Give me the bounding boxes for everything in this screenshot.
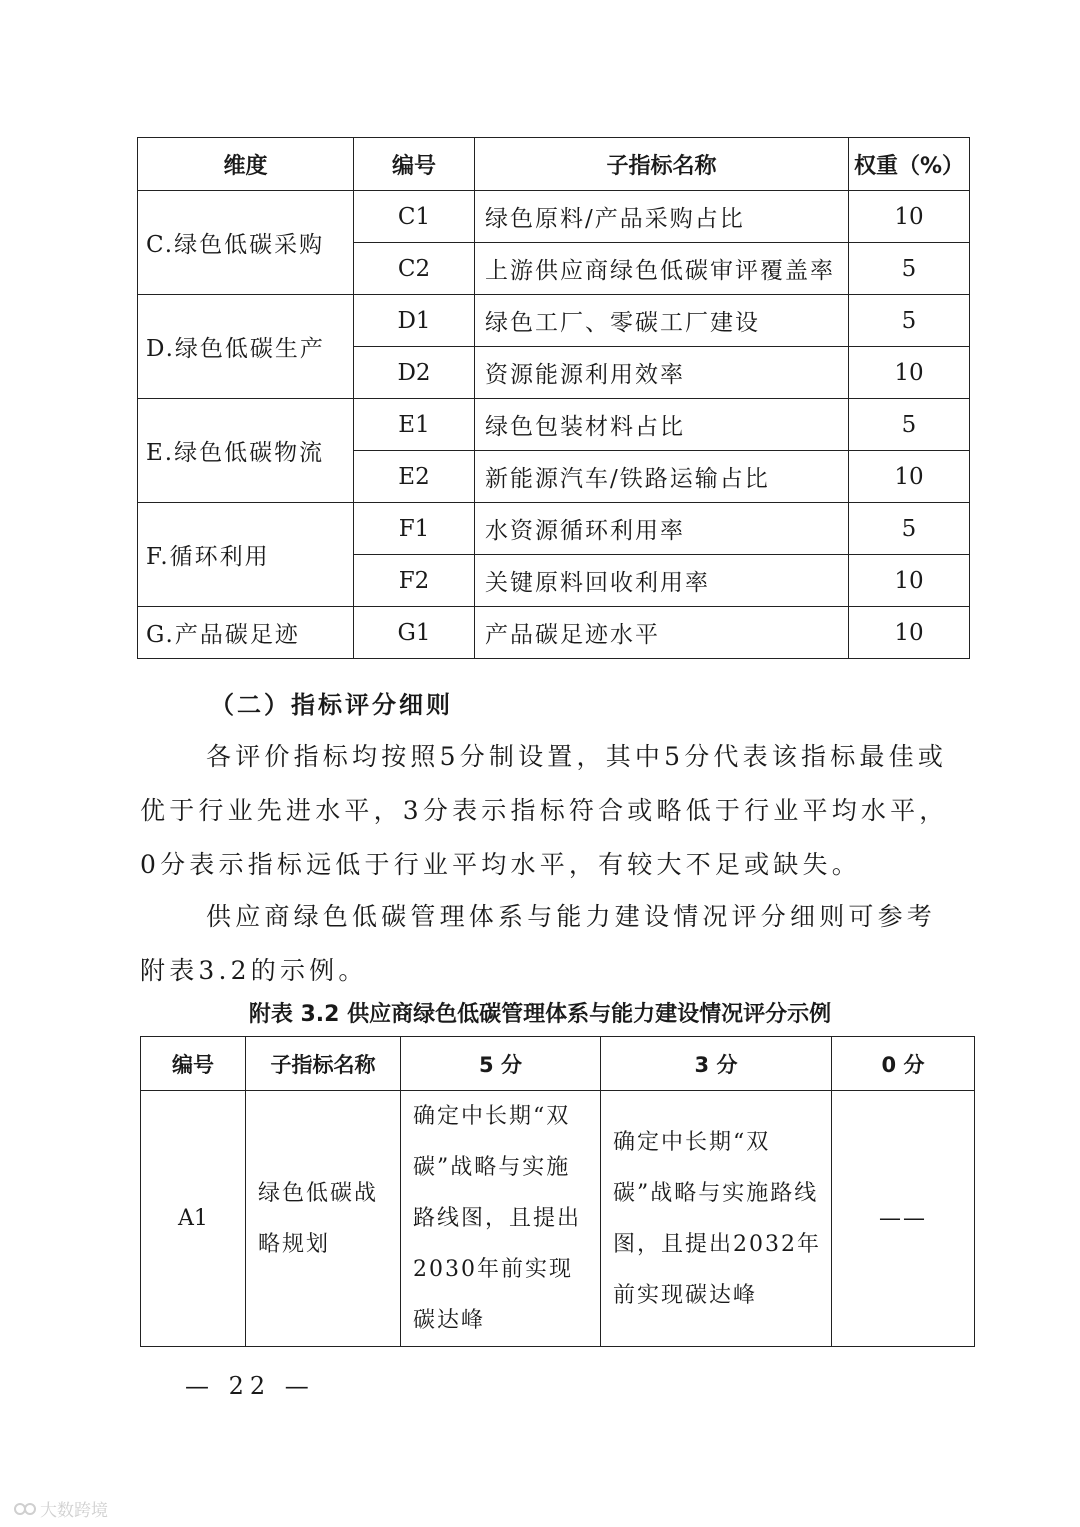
table-row <box>138 607 970 659</box>
header-sub-indicator: 子指标名称 <box>246 1037 401 1091</box>
score-3-cell: 确定中长期“双碳”战略与实施路线图，且提出2032年前实现碳达峰 <box>601 1091 832 1347</box>
code-cell: C1 <box>354 191 475 243</box>
sub-indicator-cell: 绿色低碳战略规划 <box>246 1091 401 1347</box>
weight-cell: 5 <box>849 503 970 555</box>
sub-indicator-cell: 关键原料回收利用率 <box>475 555 849 607</box>
code-cell: D2 <box>354 347 475 399</box>
weight-cell: 10 <box>849 347 970 399</box>
body-paragraph: 供应商绿色低碳管理体系与能力建设情况评分细则可参考附表3.2的示例。 <box>140 902 937 985</box>
dimension-cell: F.循环利用 <box>138 503 354 607</box>
sub-indicator-cell: 上游供应商绿色低碳审评覆盖率 <box>475 243 849 295</box>
code-cell: A1 <box>141 1091 246 1347</box>
dimension-cell: G.产品碳足迹 <box>138 607 354 659</box>
table-caption: 附表 3.2 供应商绿色低碳管理体系与能力建设情况评分示例 <box>248 1002 832 1027</box>
sub-indicator-cell: 绿色包装材料占比 <box>475 399 849 451</box>
table-row <box>138 295 970 347</box>
sub-indicator-cell: 水资源循环利用率 <box>475 503 849 555</box>
dimension-cell: D.绿色低碳生产 <box>138 295 354 399</box>
header-sub-indicator: 子指标名称 <box>475 138 849 191</box>
watermark-text: 大数跨境 <box>40 1501 108 1521</box>
table-row <box>141 1091 975 1347</box>
weight-cell: 10 <box>849 191 970 243</box>
code-cell: G1 <box>354 607 475 659</box>
table-row <box>138 191 970 243</box>
indicator-weight-table <box>137 137 970 659</box>
code-cell: E2 <box>354 451 475 503</box>
scoring-example-table <box>140 1036 975 1347</box>
code-cell: C2 <box>354 243 475 295</box>
weight-cell: 10 <box>849 555 970 607</box>
weight-cell: 5 <box>849 243 970 295</box>
header-score-0: 0 分 <box>832 1037 975 1091</box>
table-header-row <box>138 138 970 191</box>
watermark <box>14 1496 108 1521</box>
header-score-3: 3 分 <box>601 1037 832 1091</box>
header-code: 编号 <box>141 1037 246 1091</box>
header-score-5: 5 分 <box>401 1037 601 1091</box>
sub-indicator-cell: 产品碳足迹水平 <box>475 607 849 659</box>
dimension-cell: C.绿色低碳采购 <box>138 191 354 295</box>
code-cell: E1 <box>354 399 475 451</box>
body-paragraph: 各评价指标均按照5分制设置，其中5分代表该指标最佳或优于行业先进水平，3分表示指标符合或略低于行业平均水平，0分表示指标远低于行业平均水平，有较大不足或缺失。 <box>140 742 949 879</box>
sub-indicator-cell: 绿色工厂、零碳工厂建设 <box>475 295 849 347</box>
code-cell: F1 <box>354 503 475 555</box>
header-code: 编号 <box>354 138 475 191</box>
score-0-cell: —— <box>832 1091 975 1347</box>
weight-cell: 10 <box>849 451 970 503</box>
table-header-row <box>141 1037 975 1091</box>
sub-indicator-cell: 资源能源利用效率 <box>475 347 849 399</box>
dimension-cell: E.绿色低碳物流 <box>138 399 354 503</box>
watermark-logo-icon <box>14 1501 36 1517</box>
weight-cell: 5 <box>849 399 970 451</box>
header-weight: 权重（%） <box>849 138 970 191</box>
score-5-cell: 确定中长期“双碳”战略与实施路线图，且提出2030年前实现碳达峰 <box>401 1091 601 1347</box>
header-dimension: 维度 <box>138 138 354 191</box>
page-number: — 22 — <box>185 1372 315 1400</box>
table-row <box>138 503 970 555</box>
section-heading: （二）指标评分细则 <box>210 691 453 719</box>
sub-indicator-cell: 绿色原料/产品采购占比 <box>475 191 849 243</box>
weight-cell: 5 <box>849 295 970 347</box>
weight-cell: 10 <box>849 607 970 659</box>
code-cell: D1 <box>354 295 475 347</box>
code-cell: F2 <box>354 555 475 607</box>
table-row <box>138 399 970 451</box>
sub-indicator-cell: 新能源汽车/铁路运输占比 <box>475 451 849 503</box>
